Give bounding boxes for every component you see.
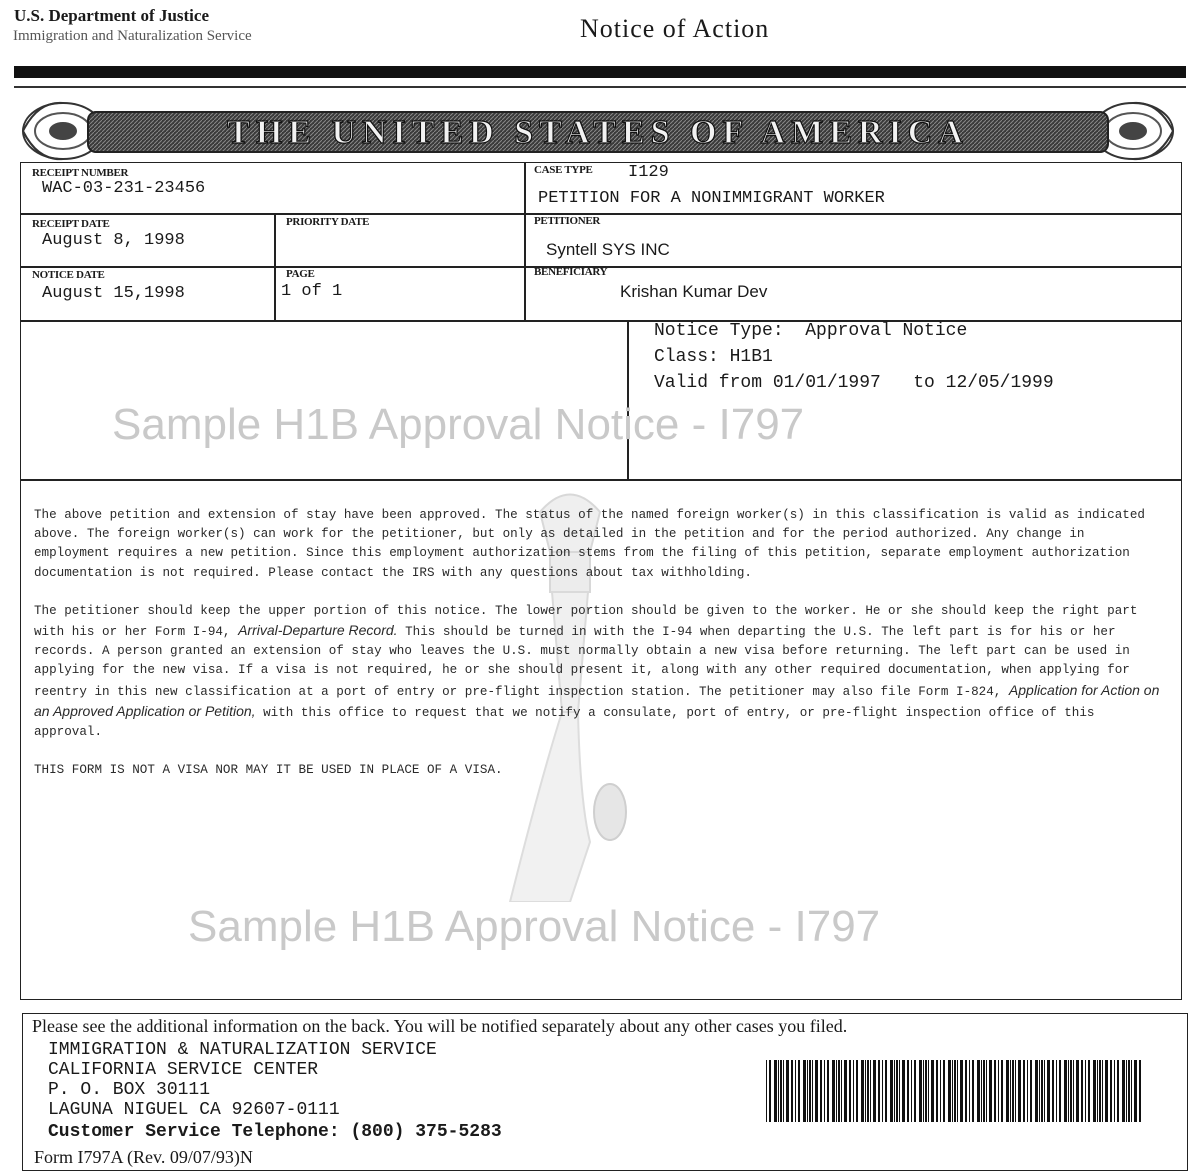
grid-divider	[274, 213, 276, 322]
barcode-bar	[1059, 1060, 1061, 1122]
barcode-bar	[1035, 1060, 1038, 1122]
case-type-description: PETITION FOR A NONIMMIGRANT WORKER	[538, 189, 885, 208]
body-paragraph-approval: The above petition and extension of stay have been approved. The status of the named foreign worker(s) in this classification is valid as indicated above. The foreign worker(s) can work for the petitioner, but only as detailed in the petition and for the period authorized. Any change in employment requires a new petition. Since this employment authorization stems from the filing of this petition, separate employment authorization documentation is not required. Please contact the IRS with any questions about tax withholding.	[34, 508, 1145, 580]
notice-date-label: NOTICE DATE	[32, 269, 105, 281]
barcode-bar	[774, 1060, 777, 1122]
banner-text: THE UNITED STATES OF AMERICA	[227, 114, 969, 151]
barcode-bar	[873, 1060, 876, 1122]
us-banner-emblem	[18, 96, 1178, 166]
barcode-bar	[769, 1060, 771, 1122]
beneficiary-label: BENEFICIARY	[534, 266, 608, 278]
barcode-bar	[1030, 1060, 1032, 1122]
barcode-bar	[1064, 1060, 1067, 1122]
grid-divider	[524, 162, 526, 322]
barcode-bar	[1076, 1060, 1079, 1122]
barcode-bar	[1093, 1060, 1096, 1122]
barcode-bar	[766, 1060, 767, 1122]
footer-note: Please see the additional information on the back. You will be notified separately about any other cases you filed.	[32, 1016, 848, 1036]
barcode-bar	[1068, 1060, 1069, 1122]
address-line: CALIFORNIA SERVICE CENTER	[48, 1060, 319, 1080]
barcode-bar	[1018, 1060, 1021, 1122]
barcode-bar	[925, 1060, 927, 1122]
barcode-bar	[899, 1060, 900, 1122]
barcode-bar	[914, 1060, 916, 1122]
barcode-bar	[1081, 1060, 1083, 1122]
sample-watermark: Sample H1B Approval Notice - I797	[112, 400, 805, 449]
barcode-bar	[986, 1060, 987, 1122]
barcode-bar	[1131, 1060, 1132, 1122]
barcode-bar	[1006, 1060, 1009, 1122]
priority-date-label: PRIORITY DATE	[286, 216, 370, 228]
barcode-bar	[1001, 1060, 1003, 1122]
barcode-bar	[1052, 1060, 1054, 1122]
barcode-bar	[989, 1060, 992, 1122]
barcode-bar	[957, 1060, 958, 1122]
barcode-bar	[853, 1060, 854, 1122]
barcode-bar	[994, 1060, 996, 1122]
barcode-bar	[865, 1060, 866, 1122]
barcode-bar	[1134, 1060, 1137, 1122]
customer-service-phone: Customer Service Telephone: (800) 375-5283	[48, 1122, 502, 1142]
petitioner-label: PETITIONER	[534, 215, 601, 227]
barcode-bar	[894, 1060, 895, 1122]
barcode-bar	[1099, 1060, 1101, 1122]
barcode-bar	[824, 1060, 825, 1122]
barcode-bar	[998, 1060, 999, 1122]
barcode-bar	[885, 1060, 887, 1122]
barcode-bar	[1097, 1060, 1098, 1122]
body-paragraph-disclaimer: THIS FORM IS NOT A VISA NOR MAY IT BE USED IN PLACE OF A VISA.	[34, 763, 503, 778]
barcode-bar	[882, 1060, 883, 1122]
barcode-bar	[849, 1060, 851, 1122]
header-rule-thick	[14, 66, 1186, 78]
barcode-bar	[780, 1060, 782, 1122]
barcode-bar	[844, 1060, 847, 1122]
header-rule-thin	[14, 86, 1186, 88]
barcode-bar	[791, 1060, 793, 1122]
barcode-bar	[1056, 1060, 1057, 1122]
address-line: LAGUNA NIGUEL CA 92607-0111	[48, 1100, 340, 1120]
barcode-bar	[861, 1060, 864, 1122]
barcode-bar	[832, 1060, 835, 1122]
barcode-bar	[798, 1060, 800, 1122]
agency-name: U.S. Department of Justice	[14, 6, 209, 25]
address-line: IMMIGRATION & NATURALIZATION SERVICE	[48, 1040, 437, 1060]
barcode-bar	[809, 1060, 811, 1122]
barcode-bar	[940, 1060, 941, 1122]
barcode-bar	[1088, 1060, 1090, 1122]
beneficiary-value: Krishan Kumar Dev	[620, 282, 768, 301]
barcode-bar	[827, 1060, 829, 1122]
notice-date-value: August 15,1998	[42, 284, 185, 303]
barcode-bar	[896, 1060, 898, 1122]
receipt-date-label: RECEIPT DATE	[32, 218, 110, 230]
barcode-bar	[1047, 1060, 1050, 1122]
barcode-bar	[911, 1060, 912, 1122]
notice-body-text	[34, 506, 1164, 799]
barcode-bar	[1041, 1060, 1043, 1122]
page-value: 1 of 1	[281, 282, 343, 301]
barcode-bar	[960, 1060, 963, 1122]
barcode-bar	[856, 1060, 858, 1122]
barcode-bar	[983, 1060, 985, 1122]
barcode-bar	[1117, 1060, 1119, 1122]
barcode-bar	[1102, 1060, 1103, 1122]
barcode-bar	[1023, 1060, 1025, 1122]
barcode-bar	[1044, 1060, 1045, 1122]
receipt-number-value: WAC-03-231-23456	[42, 179, 206, 198]
barcode-bar	[1122, 1060, 1125, 1122]
barcode-bar	[1085, 1060, 1086, 1122]
page-label: PAGE	[286, 268, 315, 280]
barcode-bar	[783, 1060, 784, 1122]
barcode-bar	[972, 1060, 974, 1122]
barcode-bar	[1139, 1060, 1141, 1122]
receipt-number-label: RECEIPT NUMBER	[32, 167, 129, 179]
barcode-bar	[815, 1060, 818, 1122]
notice-valid-line: Valid from 01/01/1997 to 12/05/1999	[654, 373, 1054, 393]
barcode-bar	[778, 1060, 779, 1122]
barcode-bar	[795, 1060, 796, 1122]
body-paragraph-instructions	[34, 602, 1164, 742]
barcode-bar	[931, 1060, 934, 1122]
barcode-bar	[1010, 1060, 1011, 1122]
barcode-bar	[936, 1060, 938, 1122]
case-type-value: I129	[628, 163, 669, 182]
barcode-bar	[1105, 1060, 1108, 1122]
body-text-part: with this office to request that we notify a consulate, port of entry, or pre-flight inspection office of this approval.	[34, 705, 1095, 740]
barcode-bar	[1070, 1060, 1072, 1122]
barcode-bar	[1027, 1060, 1028, 1122]
barcode-bar	[841, 1060, 842, 1122]
barcode-bar	[969, 1060, 970, 1122]
barcode-bar	[803, 1060, 806, 1122]
barcode-bar	[977, 1060, 980, 1122]
barcode-bar	[1110, 1060, 1112, 1122]
barcode-bar	[1015, 1060, 1016, 1122]
barcode-bar	[948, 1060, 951, 1122]
barcode-bar	[1012, 1060, 1014, 1122]
petitioner-value: Syntell SYS INC	[546, 240, 670, 259]
barcode-bar	[786, 1060, 789, 1122]
barcode-bar	[867, 1060, 869, 1122]
body-italic-form-name: Arrival-Departure Record.	[238, 622, 398, 639]
barcode-bar	[923, 1060, 924, 1122]
barcode-bar	[965, 1060, 967, 1122]
form-identifier: Form I797A (Rev. 09/07/93)N	[34, 1147, 253, 1167]
agency-subname: Immigration and Naturalization Service	[13, 28, 252, 44]
notice-type-line: Notice Type: Approval Notice	[654, 321, 968, 341]
barcode-bar	[1128, 1060, 1130, 1122]
barcode-bar	[919, 1060, 922, 1122]
barcode-bar	[928, 1060, 929, 1122]
grid-divider	[20, 213, 1182, 215]
barcode-bar	[981, 1060, 982, 1122]
barcode-bar	[870, 1060, 871, 1122]
barcode-bar	[1039, 1060, 1040, 1122]
notice-details	[654, 318, 1054, 396]
barcode-bar	[902, 1060, 905, 1122]
body-italic-form-name: Application for Action on an Approved Application or Petition,	[34, 681, 1160, 719]
barcode-bar	[1073, 1060, 1074, 1122]
barcode-bar	[878, 1060, 880, 1122]
barcode-bar	[952, 1060, 953, 1122]
body-text-part: This should be turned in with the I-94 when departing the U.S. The left part is for his or her records. A person granted an extension of stay who leaves the U.S. must normally obtain a new visa before returning. The left part can be used in applying for the new visa. If a visa is not required, he or she should present it, along with any other required documentation, when applying for reentry in this new classification at a port of entry or pre-flight inspection station. The petitioner may also file Form I-824,	[34, 625, 1130, 699]
service-center-address	[48, 1040, 502, 1142]
case-type-label: CASE TYPE	[534, 164, 593, 176]
sample-watermark-lower: Sample H1B Approval Notice - I797	[188, 902, 881, 951]
barcode-bar	[890, 1060, 893, 1122]
address-line: P. O. BOX 30111	[48, 1080, 211, 1100]
barcode-bar	[1126, 1060, 1127, 1122]
body-text-part: The petitioner should keep the upper portion of this notice. The lower portion should be given to the worker. He or she should keep the right part with his or her Form I-94,	[34, 603, 1138, 640]
barcode-bar	[820, 1060, 822, 1122]
barcode-bar	[812, 1060, 813, 1122]
barcode-bar	[907, 1060, 909, 1122]
barcode-bar	[1114, 1060, 1115, 1122]
barcode-bar	[954, 1060, 956, 1122]
barcode	[766, 1060, 1144, 1122]
notice-class-line: Class: H1B1	[654, 347, 773, 367]
receipt-date-value: August 8, 1998	[42, 231, 185, 250]
barcode-bar	[836, 1060, 837, 1122]
barcode-bar	[943, 1060, 945, 1122]
barcode-bar	[838, 1060, 840, 1122]
document-title: Notice of Action	[580, 14, 770, 43]
barcode-bar	[807, 1060, 808, 1122]
